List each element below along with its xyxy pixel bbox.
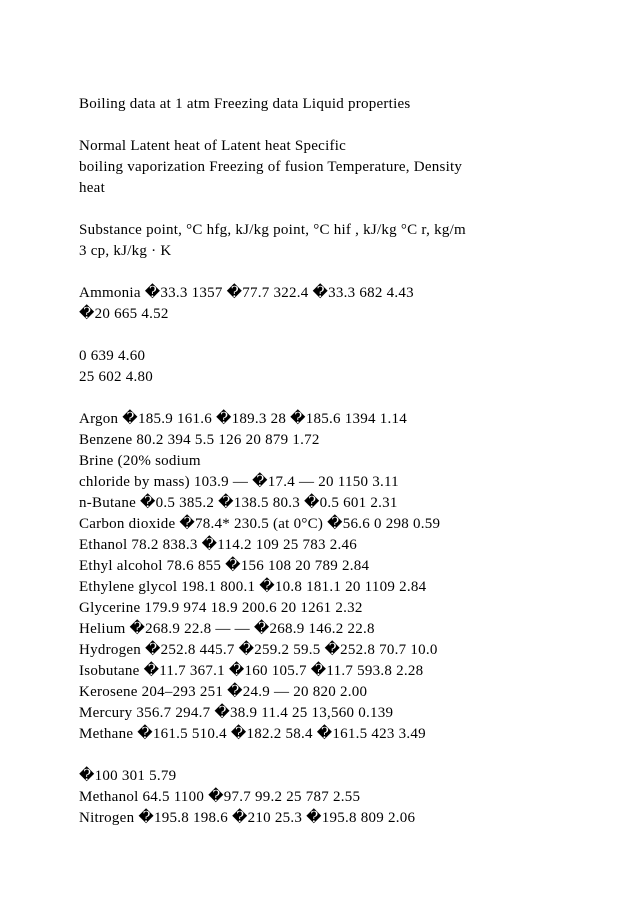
text-line: Mercury 356.7 294.7 �38.9 11.4 25 13,560 0.139	[79, 705, 394, 721]
text-line: Ethylene glycol 198.1 800.1 �10.8 181.1 20 1109 2.84	[79, 579, 427, 595]
text-line: n-Butane �0.5 385.2 �138.5 80.3 �0.5 601 2.31	[79, 495, 398, 511]
text-line: Substance point, °C hfg, kJ/kg point, °C hif , kJ/kg °C r, kg/m	[79, 222, 466, 238]
text-line: �100 301 5.79	[79, 768, 177, 784]
paragraph-gap	[79, 262, 598, 283]
text-line: heat	[79, 180, 105, 196]
text-line: �20 665 4.52	[79, 306, 169, 322]
text-line: Glycerine 179.9 974 18.9 200.6 20 1261 2.32	[79, 600, 363, 616]
text-line: Brine (20% sodium	[79, 453, 201, 469]
text-line: 25 602 4.80	[79, 369, 153, 385]
text-line: Isobutane �11.7 367.1 �160 105.7 �11.7 593.8 2.28	[79, 663, 424, 679]
text-line: Hydrogen �252.8 445.7 �259.2 59.5 �252.8 70.7 10.0	[79, 642, 438, 658]
text-line: Normal Latent heat of Latent heat Specific	[79, 138, 347, 154]
text-line: boiling vaporization Freezing of fusion Temperature, Density	[79, 159, 463, 175]
text-line: chloride by mass) 103.9 — �17.4 — 20 1150 3.11	[79, 474, 399, 490]
table-caption-line: Boiling data at 1 atm Freezing data Liquid properties	[79, 96, 411, 112]
text-line: Ammonia �33.3 1357 �77.7 322.4 �33.3 682 4.43	[79, 285, 414, 301]
paragraph-gap	[79, 199, 598, 220]
text-line: Ethyl alcohol 78.6 855 �156 108 20 789 2.84	[79, 558, 370, 574]
paragraph-gap	[79, 325, 598, 346]
text-line: Methanol 64.5 1100 �97.7 99.2 25 787 2.55	[79, 789, 361, 805]
text-line: Nitrogen �195.8 198.6 �210 25.3 �195.8 809 2.06	[79, 810, 416, 826]
text-line: Methane �161.5 510.4 �182.2 58.4 �161.5 423 3.49	[79, 726, 426, 742]
text-line: 3 cp, kJ/kg · K	[79, 243, 172, 259]
document-body	[79, 94, 598, 829]
text-line: Benzene 80.2 394 5.5 126 20 879 1.72	[79, 432, 320, 448]
text-line: Ethanol 78.2 838.3 �114.2 109 25 783 2.46	[79, 537, 357, 553]
text-line: Kerosene 204–293 251 �24.9 — 20 820 2.00	[79, 684, 368, 700]
paragraph-gap	[79, 115, 598, 136]
text-line: Helium �268.9 22.8 — — �268.9 146.2 22.8	[79, 621, 375, 637]
paragraph-gap	[79, 745, 598, 766]
text-line: Carbon dioxide �78.4* 230.5 (at 0°C) �56.6 0 298 0.59	[79, 516, 441, 532]
paragraph-gap	[79, 388, 598, 409]
text-line: 0 639 4.60	[79, 348, 146, 364]
text-line: Argon �185.9 161.6 �189.3 28 �185.6 1394 1.14	[79, 411, 407, 427]
